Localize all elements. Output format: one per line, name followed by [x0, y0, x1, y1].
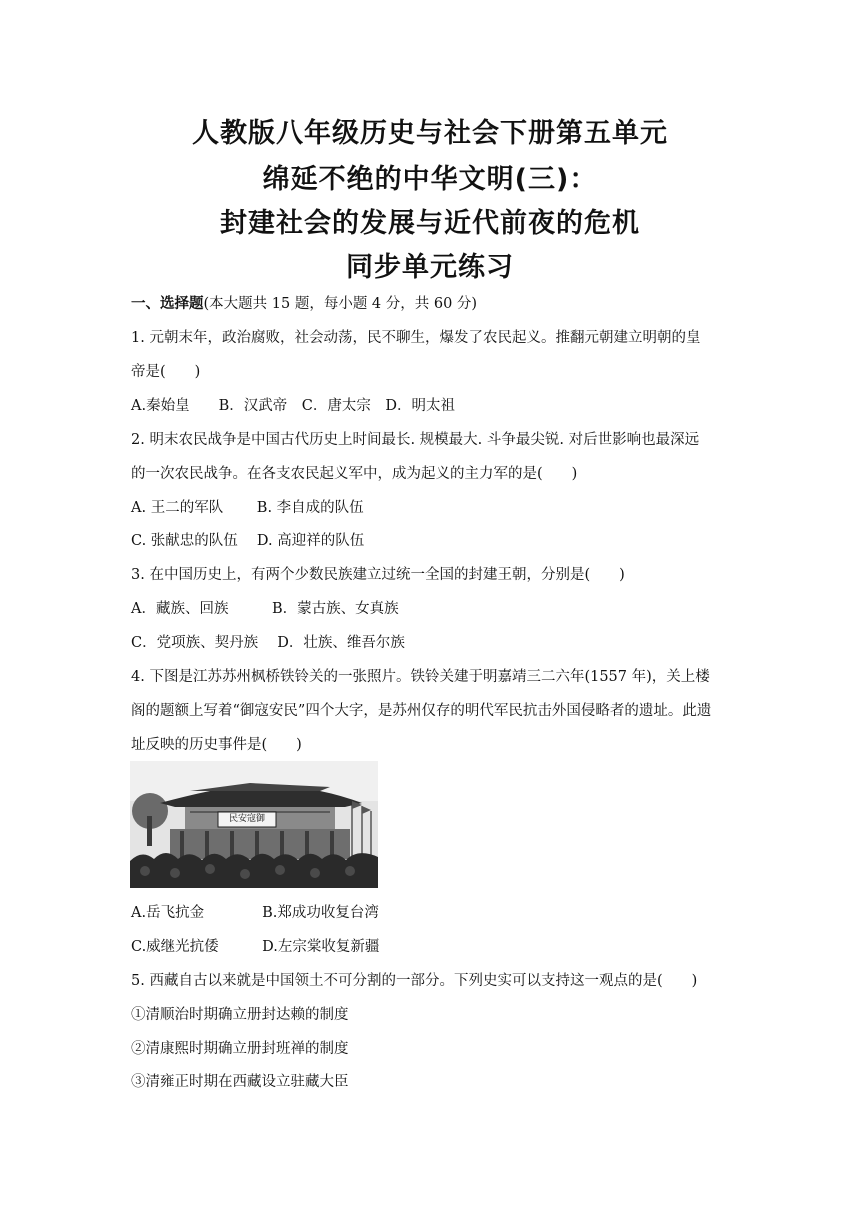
q3-options-2: C．党项族、契丹族 D．壮族、维吾尔族	[131, 635, 405, 651]
section-heading-line	[131, 292, 731, 313]
q2-stem-line-2: 的一次农民战争。在各支农民起义军中，成为起义的主力军的是( )	[131, 466, 578, 482]
q2-options-2: C. 张献忠的队伍 D. 高迎祥的队伍	[131, 533, 365, 549]
title-line-1: 人教版八年级历史与社会下册第五单元	[192, 118, 668, 149]
q3-options-1: A．藏族、回族 B．蒙古族、女真族	[131, 601, 399, 617]
section-note: (本大题共 15 题，每小题 4 分，共 60 分)	[203, 296, 478, 312]
q5-item-2: ②清康熙时期确立册封班禅的制度	[131, 1041, 349, 1057]
section-heading: 一、选择题	[131, 295, 204, 312]
q5-item-3: ③清雍正时期在西藏设立驻藏大臣	[131, 1074, 349, 1090]
q4-options-2: C.威继光抗倭 D.左宗棠收复新疆	[131, 939, 380, 955]
q2-stem-line-1: 2. 明末农民战争是中国古代历史上时间最长. 规模最大. 斗争最尖锐. 对后世影响也最深远	[131, 432, 700, 448]
q1-stem-line-1: 1. 元朝末年，政治腐败，社会动荡，民不聊生，爆发了农民起义。推翻元朝建立明朝的皇	[131, 330, 701, 346]
title-line-4: 同步单元练习	[346, 252, 514, 283]
q1-stem-line-2: 帝是( )	[131, 364, 201, 380]
q4-stem-line-2: 阁的题额上写着“御寇安民”四个大字，是苏州仅存的明代军民抗击外国侵略者的遗址。此遗	[131, 703, 712, 719]
pavilion-sign-text: 民安寇御	[228, 814, 265, 824]
q4-options-1: A.岳飞抗金 B.郑成功收复台湾	[131, 905, 379, 921]
tieling-pass-photo	[130, 761, 378, 888]
q3-stem: 3. 在中国历史上，有两个少数民族建立过统一全国的封建王朝，分别是( )	[131, 567, 625, 583]
q4-stem-line-1: 4. 下图是江苏苏州枫桥铁铃关的一张照片。铁铃关建于明嘉靖三二六年(1557 年)，关上楼	[131, 669, 710, 685]
title-line-3: 封建社会的发展与近代前夜的危机	[220, 208, 640, 239]
q2-options-1: A. 王二的军队 B. 李自成的队伍	[131, 500, 364, 516]
q5-stem: 5. 西藏自古以来就是中国领土不可分割的一部分。下列史实可以支持这一观点的是( )	[131, 973, 698, 989]
q5-item-1: ①清顺治时期确立册封达赖的制度	[131, 1007, 349, 1023]
q1-options: A.秦始皇 B．汉武帝 C．唐太宗 D．明太祖	[131, 398, 455, 414]
q4-stem-line-3: 址反映的历史事件是( )	[131, 737, 302, 753]
title-line-2: 绵延不绝的中华文明(三)：	[262, 164, 598, 195]
